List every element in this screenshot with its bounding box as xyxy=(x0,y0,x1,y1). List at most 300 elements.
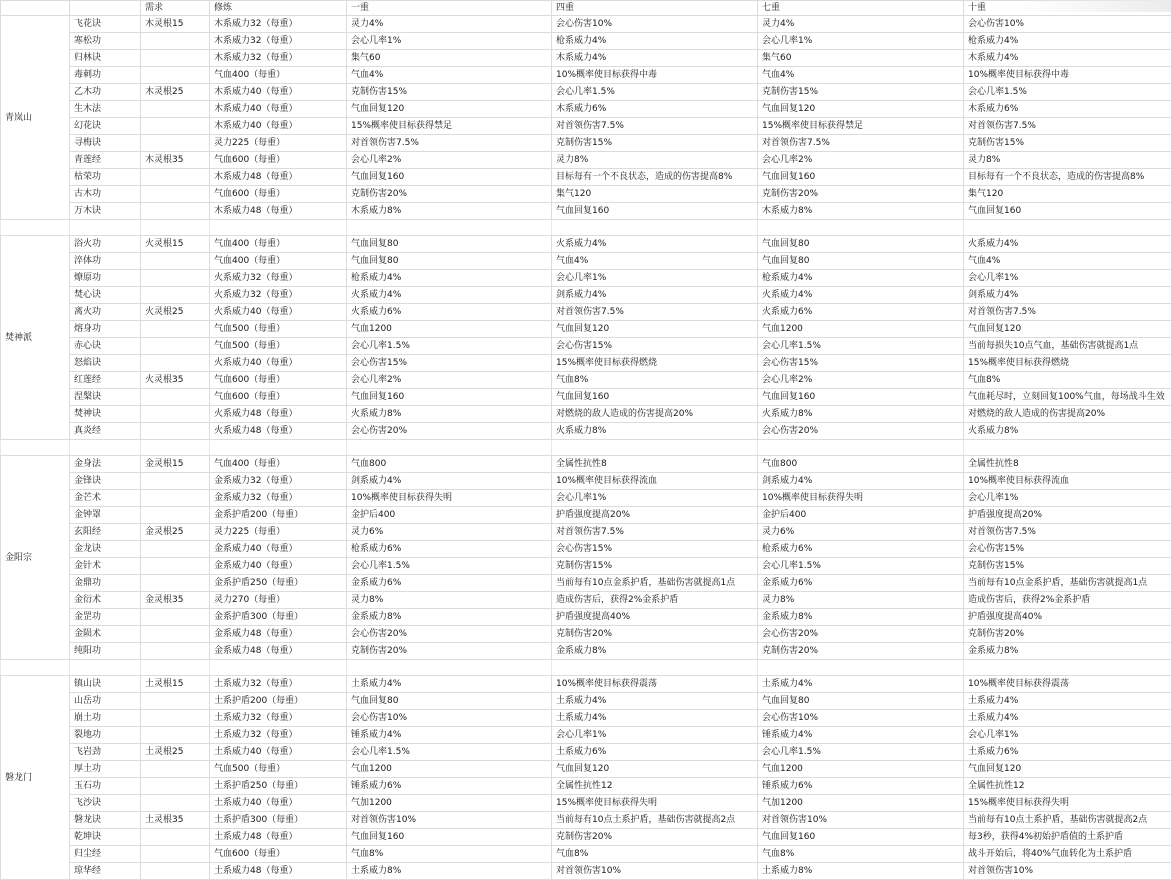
table-row xyxy=(1,829,1171,846)
level-4-bonus: 对首领伤害7.5% xyxy=(552,524,758,541)
requirement xyxy=(141,473,210,490)
cultivation-bonus: 金系威力40（每重） xyxy=(210,558,347,575)
technique-name: 金芒术 xyxy=(70,490,141,507)
level-4-bonus: 全属性抗性8 xyxy=(552,456,758,473)
level-1-bonus: 金系威力8% xyxy=(347,609,552,626)
level-10-bonus: 气血8% xyxy=(964,372,1171,389)
table-row xyxy=(1,456,1171,473)
requirement: 火灵根25 xyxy=(141,304,210,321)
technique-name: 金鼎功 xyxy=(70,575,141,592)
level-4-bonus: 土系威力6% xyxy=(552,744,758,761)
level-4-bonus: 剑系威力4% xyxy=(552,287,758,304)
cultivation-bonus: 金系护盾300（每重） xyxy=(210,609,347,626)
technique-name: 燎原功 xyxy=(70,270,141,287)
level-10-bonus: 对首领伤害10% xyxy=(964,863,1171,880)
technique-name: 飞花诀 xyxy=(70,16,141,33)
cultivation-bonus: 土系威力48（每重） xyxy=(210,829,347,846)
level-10-bonus: 全属性抗性8 xyxy=(964,456,1171,473)
level-1-bonus: 气血800 xyxy=(347,456,552,473)
technique-name: 山岳功 xyxy=(70,693,141,710)
technique-name: 浴火功 xyxy=(70,236,141,253)
cultivation-bonus: 气血600（每重） xyxy=(210,389,347,406)
technique-name: 乾坤诀 xyxy=(70,829,141,846)
spacer-cell xyxy=(1,440,70,456)
table-row xyxy=(1,236,1171,253)
table-row xyxy=(1,355,1171,372)
header-cell: 一重 xyxy=(347,1,552,16)
level-10-bonus: 10%概率使目标获得中毒 xyxy=(964,67,1171,84)
technique-name: 金身法 xyxy=(70,456,141,473)
level-7-bonus: 金系威力6% xyxy=(758,575,964,592)
level-10-bonus: 土系威力4% xyxy=(964,693,1171,710)
level-7-bonus: 对首领伤害10% xyxy=(758,812,964,829)
level-10-bonus: 对首领伤害7.5% xyxy=(964,118,1171,135)
section-spacer xyxy=(1,660,1171,676)
level-1-bonus: 金护后400 xyxy=(347,507,552,524)
cultivation-bonus: 火系威力40（每重） xyxy=(210,355,347,372)
spacer-cell xyxy=(347,440,552,456)
cultivation-bonus: 气血600（每重） xyxy=(210,186,347,203)
level-1-bonus: 气血回复160 xyxy=(347,169,552,186)
level-10-bonus: 战斗开始后，将40%气血转化为土系护盾 xyxy=(964,846,1171,863)
table-row xyxy=(1,135,1171,152)
level-1-bonus: 枪系威力6% xyxy=(347,541,552,558)
level-10-bonus: 剑系威力4% xyxy=(964,287,1171,304)
level-7-bonus: 气血1200 xyxy=(758,321,964,338)
level-1-bonus: 15%概率使目标获得禁足 xyxy=(347,118,552,135)
technique-name: 镇山诀 xyxy=(70,676,141,693)
table-row xyxy=(1,846,1171,863)
level-10-bonus: 会心几率1% xyxy=(964,270,1171,287)
level-7-bonus: 灵力4% xyxy=(758,16,964,33)
requirement xyxy=(141,33,210,50)
level-7-bonus: 木系威力8% xyxy=(758,203,964,220)
cultivation-bonus: 金系威力40（每重） xyxy=(210,541,347,558)
level-4-bonus: 10%概率使目标获得中毒 xyxy=(552,67,758,84)
level-1-bonus: 会心伤害20% xyxy=(347,626,552,643)
level-10-bonus: 护盾强度提高40% xyxy=(964,609,1171,626)
technique-name: 毒刺功 xyxy=(70,67,141,84)
level-4-bonus: 15%概率使目标获得燃烧 xyxy=(552,355,758,372)
section-spacer xyxy=(1,220,1171,236)
spacer-cell xyxy=(210,660,347,676)
table-row xyxy=(1,304,1171,321)
table-row xyxy=(1,203,1171,220)
level-10-bonus: 木系威力4% xyxy=(964,50,1171,67)
table-row xyxy=(1,16,1171,33)
level-10-bonus: 15%概率使目标获得失明 xyxy=(964,795,1171,812)
requirement xyxy=(141,338,210,355)
level-10-bonus: 对燃烧的敌人造成的伤害提高20% xyxy=(964,406,1171,423)
sect-name: 焚神派 xyxy=(1,236,70,440)
spacer-cell xyxy=(758,440,964,456)
table-row xyxy=(1,778,1171,795)
level-1-bonus: 土系威力8% xyxy=(347,863,552,880)
requirement: 土灵根15 xyxy=(141,676,210,693)
level-4-bonus: 木系威力6% xyxy=(552,101,758,118)
technique-name: 裂地功 xyxy=(70,727,141,744)
table-row xyxy=(1,338,1171,355)
level-7-bonus: 会心几率1.5% xyxy=(758,558,964,575)
spacer-cell xyxy=(1,660,70,676)
top-right-shadow xyxy=(1021,0,1171,12)
level-1-bonus: 气血回复80 xyxy=(347,253,552,270)
level-10-bonus: 土系威力6% xyxy=(964,744,1171,761)
level-1-bonus: 气加1200 xyxy=(347,795,552,812)
technique-name: 怒焰诀 xyxy=(70,355,141,372)
level-4-bonus: 集气120 xyxy=(552,186,758,203)
technique-name: 焚心诀 xyxy=(70,287,141,304)
table-row xyxy=(1,101,1171,118)
level-7-bonus: 克制伤害15% xyxy=(758,84,964,101)
level-10-bonus: 10%概率使目标获得流血 xyxy=(964,473,1171,490)
level-4-bonus: 气血8% xyxy=(552,372,758,389)
level-7-bonus: 土系威力8% xyxy=(758,863,964,880)
cultivation-bonus: 土系威力32（每重） xyxy=(210,676,347,693)
level-10-bonus: 对首领伤害7.5% xyxy=(964,524,1171,541)
table-row xyxy=(1,67,1171,84)
cultivation-bonus: 土系护盾250（每重） xyxy=(210,778,347,795)
requirement: 火灵根35 xyxy=(141,372,210,389)
level-4-bonus: 对首领伤害7.5% xyxy=(552,304,758,321)
level-10-bonus: 克制伤害20% xyxy=(964,626,1171,643)
cultivation-bonus: 火系威力48（每重） xyxy=(210,423,347,440)
level-1-bonus: 剑系威力4% xyxy=(347,473,552,490)
table-row xyxy=(1,744,1171,761)
level-4-bonus: 会心几率1% xyxy=(552,490,758,507)
requirement xyxy=(141,846,210,863)
level-4-bonus: 气血回复160 xyxy=(552,203,758,220)
header-cell xyxy=(70,1,141,16)
level-4-bonus: 气血回复160 xyxy=(552,389,758,406)
cultivation-bonus: 土系威力40（每重） xyxy=(210,744,347,761)
level-4-bonus: 对首领伤害7.5% xyxy=(552,118,758,135)
requirement xyxy=(141,863,210,880)
level-1-bonus: 气血回复120 xyxy=(347,101,552,118)
level-1-bonus: 灵力6% xyxy=(347,524,552,541)
spacer-cell xyxy=(552,440,758,456)
level-4-bonus: 气血8% xyxy=(552,846,758,863)
level-7-bonus: 气血800 xyxy=(758,456,964,473)
level-1-bonus: 气血1200 xyxy=(347,321,552,338)
level-10-bonus: 克制伤害15% xyxy=(964,558,1171,575)
requirement xyxy=(141,406,210,423)
requirement xyxy=(141,186,210,203)
requirement xyxy=(141,135,210,152)
cultivation-bonus: 木系威力40（每重） xyxy=(210,101,347,118)
table-row xyxy=(1,84,1171,101)
cultivation-bonus: 金系威力32（每重） xyxy=(210,490,347,507)
level-1-bonus: 气血回复160 xyxy=(347,389,552,406)
level-4-bonus: 气血回复120 xyxy=(552,321,758,338)
technique-name: 枯荣功 xyxy=(70,169,141,186)
table-row xyxy=(1,575,1171,592)
level-7-bonus: 克制伤害20% xyxy=(758,186,964,203)
level-4-bonus: 土系威力4% xyxy=(552,710,758,727)
level-10-bonus: 当前每有10点土系护盾，基础伤害就提高2点 xyxy=(964,812,1171,829)
cultivation-bonus: 木系威力48（每重） xyxy=(210,169,347,186)
cultivation-bonus: 木系威力48（每重） xyxy=(210,203,347,220)
table-row xyxy=(1,321,1171,338)
table-row xyxy=(1,507,1171,524)
level-7-bonus: 气加1200 xyxy=(758,795,964,812)
level-7-bonus: 会心几率2% xyxy=(758,372,964,389)
technique-name: 飞沙诀 xyxy=(70,795,141,812)
technique-name: 生木法 xyxy=(70,101,141,118)
level-1-bonus: 会心伤害15% xyxy=(347,355,552,372)
spacer-cell xyxy=(758,660,964,676)
header-cell xyxy=(1,1,70,16)
level-10-bonus: 气血回复120 xyxy=(964,761,1171,778)
technique-name: 厚土功 xyxy=(70,761,141,778)
level-7-bonus: 锤系威力4% xyxy=(758,727,964,744)
table-row xyxy=(1,795,1171,812)
level-7-bonus: 金系威力8% xyxy=(758,609,964,626)
level-10-bonus: 会心伤害10% xyxy=(964,16,1171,33)
level-10-bonus: 会心几率1% xyxy=(964,490,1171,507)
technique-name: 幻花诀 xyxy=(70,118,141,135)
level-7-bonus: 会心几率2% xyxy=(758,152,964,169)
level-10-bonus: 克制伤害15% xyxy=(964,135,1171,152)
requirement xyxy=(141,67,210,84)
cultivation-bonus: 土系威力32（每重） xyxy=(210,710,347,727)
table-row xyxy=(1,270,1171,287)
table-row xyxy=(1,863,1171,880)
spacer-cell xyxy=(210,440,347,456)
level-10-bonus: 集气120 xyxy=(964,186,1171,203)
requirement: 土灵根35 xyxy=(141,812,210,829)
requirement: 火灵根15 xyxy=(141,236,210,253)
technique-name: 寒松功 xyxy=(70,33,141,50)
requirement xyxy=(141,693,210,710)
level-1-bonus: 气血回复80 xyxy=(347,693,552,710)
cultivation-bonus: 金系威力48（每重） xyxy=(210,626,347,643)
level-7-bonus: 会心几率1.5% xyxy=(758,338,964,355)
header-row xyxy=(1,1,1171,16)
cultivation-bonus: 火系威力48（每重） xyxy=(210,406,347,423)
level-10-bonus: 当前每损失10点气血，基础伤害就提高1点 xyxy=(964,338,1171,355)
cultivation-bonus: 金系威力48（每重） xyxy=(210,643,347,660)
technique-name: 涅槃诀 xyxy=(70,389,141,406)
sect-name: 金阳宗 xyxy=(1,456,70,660)
technique-name: 金针术 xyxy=(70,558,141,575)
level-4-bonus: 会心几率1% xyxy=(552,270,758,287)
cultivation-bonus: 气血600（每重） xyxy=(210,152,347,169)
level-7-bonus: 土系威力4% xyxy=(758,676,964,693)
level-4-bonus: 全属性抗性12 xyxy=(552,778,758,795)
level-7-bonus: 15%概率使目标获得禁足 xyxy=(758,118,964,135)
level-7-bonus: 会心伤害20% xyxy=(758,626,964,643)
header-cell: 七重 xyxy=(758,1,964,16)
technique-name: 古木功 xyxy=(70,186,141,203)
level-1-bonus: 会心伤害20% xyxy=(347,423,552,440)
level-1-bonus: 会心几率1.5% xyxy=(347,558,552,575)
level-10-bonus: 造成伤害后，获得2%金系护盾 xyxy=(964,592,1171,609)
cultivation-bonus: 木系威力32（每重） xyxy=(210,16,347,33)
spacer-cell xyxy=(141,220,210,236)
technique-name: 淬体功 xyxy=(70,253,141,270)
cultivation-bonus: 木系威力40（每重） xyxy=(210,118,347,135)
spacer-cell xyxy=(70,660,141,676)
technique-name: 金龙诀 xyxy=(70,541,141,558)
cultivation-bonus: 土系护盾300（每重） xyxy=(210,812,347,829)
requirement xyxy=(141,287,210,304)
level-10-bonus: 对首领伤害7.5% xyxy=(964,304,1171,321)
table-row xyxy=(1,287,1171,304)
spacer-cell xyxy=(964,220,1171,236)
header-cell: 需求 xyxy=(141,1,210,16)
cultivation-bonus: 木系威力32（每重） xyxy=(210,50,347,67)
header-cell: 修炼 xyxy=(210,1,347,16)
spacer-cell xyxy=(964,660,1171,676)
level-1-bonus: 集气60 xyxy=(347,50,552,67)
level-10-bonus: 灵力8% xyxy=(964,152,1171,169)
level-1-bonus: 枪系威力4% xyxy=(347,270,552,287)
level-1-bonus: 克制伤害20% xyxy=(347,186,552,203)
requirement xyxy=(141,643,210,660)
requirement xyxy=(141,558,210,575)
level-7-bonus: 气血4% xyxy=(758,67,964,84)
level-7-bonus: 集气60 xyxy=(758,50,964,67)
level-10-bonus: 会心几率1% xyxy=(964,727,1171,744)
level-4-bonus: 克制伤害15% xyxy=(552,558,758,575)
level-4-bonus: 枪系威力4% xyxy=(552,33,758,50)
level-4-bonus: 10%概率使目标获得震荡 xyxy=(552,676,758,693)
requirement xyxy=(141,795,210,812)
level-4-bonus: 会心几率1% xyxy=(552,727,758,744)
level-1-bonus: 会心几率1.5% xyxy=(347,744,552,761)
level-1-bonus: 会心几率1.5% xyxy=(347,338,552,355)
level-7-bonus: 对首领伤害7.5% xyxy=(758,135,964,152)
requirement xyxy=(141,355,210,372)
cultivation-bonus: 气血400（每重） xyxy=(210,236,347,253)
level-4-bonus: 火系威力8% xyxy=(552,423,758,440)
cultivation-bonus: 气血400（每重） xyxy=(210,456,347,473)
table-row xyxy=(1,253,1171,270)
spacer-cell xyxy=(70,440,141,456)
spacer-cell xyxy=(1,220,70,236)
level-7-bonus: 会心几率1.5% xyxy=(758,744,964,761)
requirement xyxy=(141,609,210,626)
level-1-bonus: 会心几率2% xyxy=(347,372,552,389)
level-7-bonus: 气血回复160 xyxy=(758,169,964,186)
cultivation-bonus: 木系威力32（每重） xyxy=(210,33,347,50)
header-cell: 十重 xyxy=(964,1,1171,16)
cultivation-bonus: 气血600（每重） xyxy=(210,372,347,389)
technique-name: 玉石功 xyxy=(70,778,141,795)
requirement: 木灵根35 xyxy=(141,152,210,169)
table-row xyxy=(1,169,1171,186)
technique-name: 赤心诀 xyxy=(70,338,141,355)
table-row xyxy=(1,727,1171,744)
level-1-bonus: 气血4% xyxy=(347,67,552,84)
table-row xyxy=(1,118,1171,135)
level-1-bonus: 灵力8% xyxy=(347,592,552,609)
level-7-bonus: 气血回复160 xyxy=(758,829,964,846)
cultivation-bonus: 金系威力32（每重） xyxy=(210,473,347,490)
level-1-bonus: 会心几率1% xyxy=(347,33,552,50)
spacer-cell xyxy=(964,440,1171,456)
level-10-bonus: 10%概率使目标获得震荡 xyxy=(964,676,1171,693)
level-1-bonus: 火系威力8% xyxy=(347,406,552,423)
level-4-bonus: 气血回复120 xyxy=(552,761,758,778)
sect-name: 磐龙门 xyxy=(1,676,70,880)
level-4-bonus: 灵力8% xyxy=(552,152,758,169)
cultivation-bonus: 气血400（每重） xyxy=(210,67,347,84)
level-4-bonus: 造成伤害后，获得2%金系护盾 xyxy=(552,592,758,609)
level-4-bonus: 对燃烧的敌人造成的伤害提高20% xyxy=(552,406,758,423)
level-1-bonus: 气血1200 xyxy=(347,761,552,778)
table-row xyxy=(1,152,1171,169)
technique-name: 寻梅诀 xyxy=(70,135,141,152)
level-10-bonus: 会心伤害15% xyxy=(964,541,1171,558)
level-4-bonus: 克制伤害20% xyxy=(552,626,758,643)
level-1-bonus: 灵力4% xyxy=(347,16,552,33)
cultivation-bonus: 气血500（每重） xyxy=(210,761,347,778)
level-7-bonus: 克制伤害20% xyxy=(758,643,964,660)
table-row xyxy=(1,710,1171,727)
technique-name: 青莲经 xyxy=(70,152,141,169)
table-row xyxy=(1,812,1171,829)
cultivation-bonus: 灵力270（每重） xyxy=(210,592,347,609)
cultivation-bonus: 气血500（每重） xyxy=(210,321,347,338)
requirement: 金灵根25 xyxy=(141,524,210,541)
technique-name: 乙木功 xyxy=(70,84,141,101)
requirement xyxy=(141,50,210,67)
level-1-bonus: 10%概率使目标获得失明 xyxy=(347,490,552,507)
technique-name: 金钟罩 xyxy=(70,507,141,524)
level-1-bonus: 克制伤害20% xyxy=(347,643,552,660)
level-10-bonus: 气血回复160 xyxy=(964,203,1171,220)
level-7-bonus: 气血回复80 xyxy=(758,693,964,710)
table-row xyxy=(1,490,1171,507)
level-1-bonus: 金系威力6% xyxy=(347,575,552,592)
level-10-bonus: 气血4% xyxy=(964,253,1171,270)
level-1-bonus: 木系威力8% xyxy=(347,203,552,220)
level-4-bonus: 克制伤害20% xyxy=(552,829,758,846)
level-1-bonus: 锤系威力4% xyxy=(347,727,552,744)
requirement xyxy=(141,727,210,744)
requirement: 木灵根15 xyxy=(141,16,210,33)
level-1-bonus: 火系威力6% xyxy=(347,304,552,321)
level-7-bonus: 气血回复80 xyxy=(758,253,964,270)
requirement xyxy=(141,710,210,727)
level-7-bonus: 气血回复80 xyxy=(758,236,964,253)
requirement: 金灵根15 xyxy=(141,456,210,473)
table-row xyxy=(1,389,1171,406)
level-1-bonus: 气血回复80 xyxy=(347,236,552,253)
level-10-bonus: 金系威力8% xyxy=(964,643,1171,660)
level-7-bonus: 金护后400 xyxy=(758,507,964,524)
level-7-bonus: 火系威力8% xyxy=(758,406,964,423)
technique-name: 纯阳功 xyxy=(70,643,141,660)
level-10-bonus: 全属性抗性12 xyxy=(964,778,1171,795)
requirement: 土灵根25 xyxy=(141,744,210,761)
level-10-bonus: 火系威力4% xyxy=(964,236,1171,253)
level-4-bonus: 火系威力4% xyxy=(552,236,758,253)
level-7-bonus: 气血回复160 xyxy=(758,389,964,406)
level-7-bonus: 气血1200 xyxy=(758,761,964,778)
requirement xyxy=(141,829,210,846)
technique-name: 红莲经 xyxy=(70,372,141,389)
table-row xyxy=(1,676,1171,693)
requirement: 金灵根35 xyxy=(141,592,210,609)
technique-name: 崩土功 xyxy=(70,710,141,727)
requirement xyxy=(141,203,210,220)
level-4-bonus: 护盾强度提高40% xyxy=(552,609,758,626)
level-10-bonus: 目标每有一个不良状态，造成的伤害提高8% xyxy=(964,169,1171,186)
sect-name: 青岚山 xyxy=(1,16,70,220)
